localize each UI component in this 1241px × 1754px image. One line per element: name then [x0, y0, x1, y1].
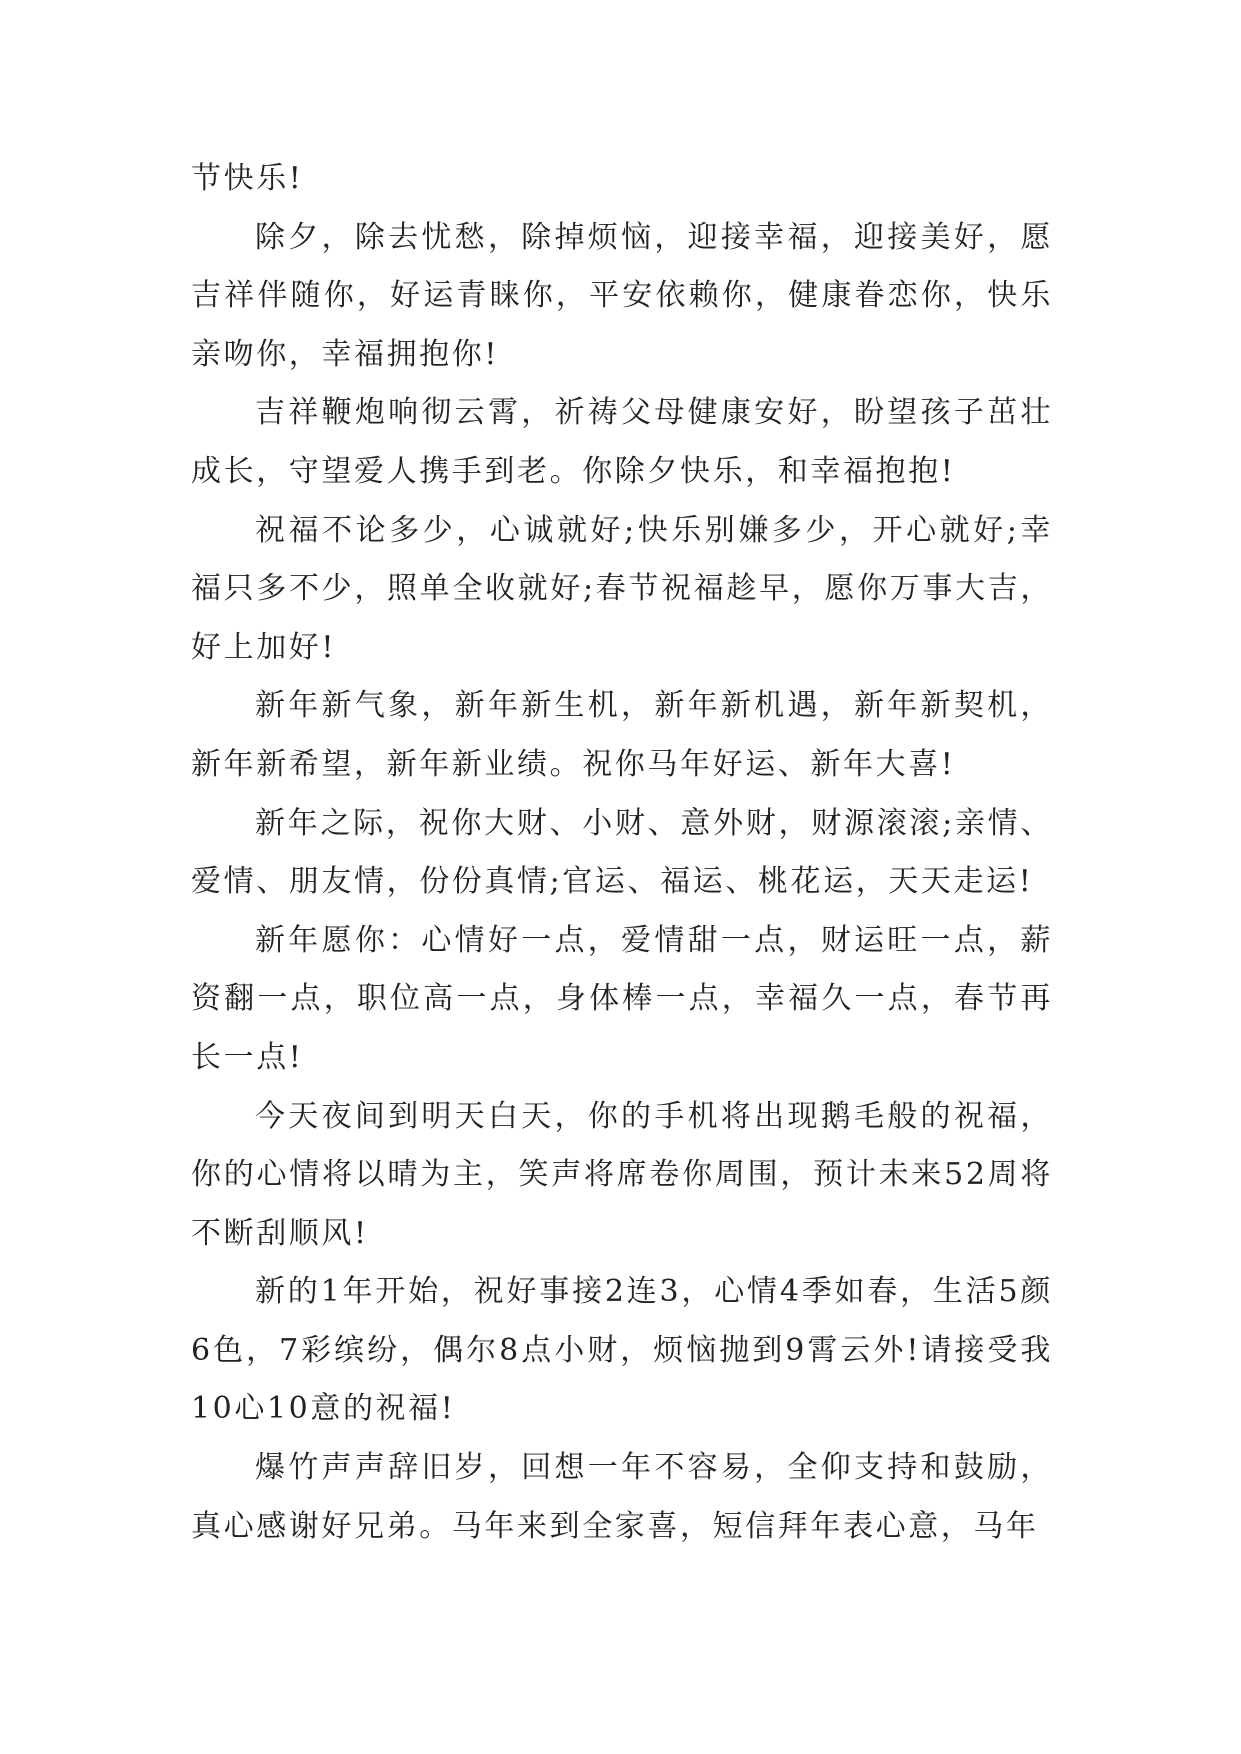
paragraph-a-little-more: 新年愿你：心情好一点，爱情甜一点，财运旺一点，薪资翻一点，职位高一点，身体棒一点，幸福久一点，春节再长一点! [191, 922, 1053, 1075]
paragraph-blessings-early: 祝福不论多少，心诚就好;快乐别嫌多少，开心就好;幸福只多不少，照单全收就好;春节祝福趁早，愿你万事大吉，好上加好! [191, 512, 1053, 665]
paragraph-weather-forecast: 今天夜间到明天白天，你的手机将出现鹅毛般的祝福，你的心情将以晴为主，笑声将席卷你周围，预计未来52周将不断刮顺风! [191, 1098, 1053, 1251]
paragraph-numbers: 新的1年开始，祝好事接2连3，心情4季如春，生活5颜6色，7彩缤纷，偶尔8点小财，烦恼抛到9霄云外!请接受我10心10意的祝福! [191, 1274, 1053, 1427]
document-body [191, 150, 1053, 1556]
paragraph-fortune: 新年之际，祝你大财、小财、意外财，财源滚滚;亲情、爱情、朋友情，份份真情;官运、福运、桃花运，天天走运! [191, 805, 1053, 900]
paragraph-chuxi-wishes: 除夕，除去忧愁，除掉烦恼，迎接幸福，迎接美好，愿吉祥伴随你，好运青睐你，平安依赖你，健康眷恋你，快乐亲吻你，幸福拥抱你! [191, 219, 1053, 372]
paragraph-new-year-new: 新年新气象，新年新生机，新年新机遇，新年新契机，新年新希望，新年新业绩。祝你马年好运、新年大喜! [191, 688, 1053, 782]
paragraph-continued: 节快乐! [191, 161, 304, 196]
paragraph-firecrackers: 吉祥鞭炮响彻云霄，祈祷父母健康安好，盼望孩子茁壮成长，守望爱人携手到老。你除夕快乐，和幸福抱抱! [191, 395, 1053, 489]
paragraph-firecrackers-brothers: 爆竹声声辞旧岁，回想一年不容易，全仰支持和鼓励，真心感谢好兄弟。马年来到全家喜，短信拜年表心意，马年 [191, 1450, 1053, 1544]
